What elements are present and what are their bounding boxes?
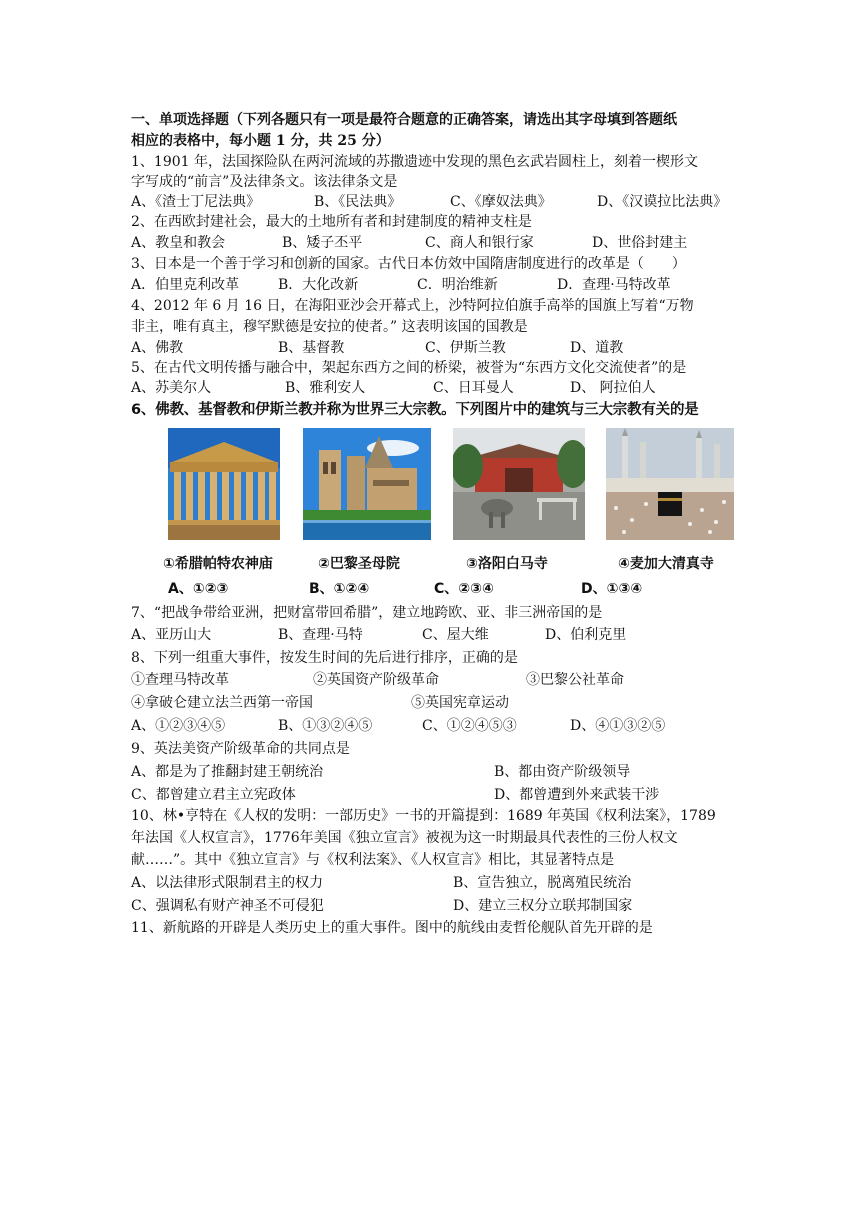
q5-stem: 5、在古代文明传播与融合中，架起东西方之间的桥梁，被誉为“东西方文化交流使者”的是	[131, 360, 687, 376]
q3-stem: 3、日本是一个善于学习和创新的国家。古代日本仿效中国隋唐制度进行的改革是（ ）	[131, 256, 686, 272]
notre-dame-image	[303, 428, 431, 540]
q2-option-a: A、教皇和教会	[131, 235, 226, 251]
q8-event-4: ④拿破仑建立法兰西第一帝国	[131, 695, 313, 711]
q6-option-d: D、①③④	[581, 581, 643, 597]
q2-option-c: C、商人和银行家	[425, 235, 534, 251]
q6-option-c: C、②③④	[434, 581, 494, 597]
q8-option-b: B、①③②④⑤	[278, 718, 373, 734]
caption-mecca-mosque: ④麦加大清真寺	[618, 556, 714, 572]
section-title-line2: 相应的表格中，每小题 1 分，共 25 分）	[131, 133, 390, 149]
q9-option-c: C、都曾建立君主立宪政体	[131, 787, 296, 803]
q1-option-c: C、《摩奴法典》	[450, 194, 552, 210]
q9-option-b: B、都由资产阶级领导	[494, 764, 631, 780]
q10-stem-line3: 献……”。其中《独立宣言》与《权利法案》、《人权宣言》相比，其显著特点是	[131, 852, 615, 868]
q8-option-c: C、①②④⑤③	[422, 718, 517, 734]
q10-stem-line1: 10、林•亨特在《人权的发明：一部历史》一书的开篇提到：1689 年英国《权利法案》，1789	[131, 808, 716, 824]
q5-option-b: B、雅利安人	[285, 380, 366, 396]
q8-event-5: ⑤英国宪章运动	[411, 695, 509, 711]
q6-stem: 6、佛教、基督教和伊斯兰教并称为世界三大宗教。下列图片中的建筑与三大宗教有关的是	[131, 402, 699, 418]
q10-option-b: B、宣告独立，脱离殖民统治	[453, 875, 632, 891]
q1-stem-line2: 字写成的“前言”及法律条文。该法律条文是	[131, 174, 398, 190]
q10-option-c: C、强调私有财产神圣不可侵犯	[131, 898, 324, 914]
q7-option-c: C、屋大维	[422, 627, 489, 643]
q6-option-b: B、①②④	[309, 581, 370, 597]
caption-parthenon: ①希腊帕特农神庙	[163, 556, 273, 572]
q4-option-d: D、道教	[570, 340, 624, 356]
mecca-mosque-image	[606, 428, 734, 540]
q10-option-d: D、建立三权分立联邦制国家	[453, 898, 633, 914]
q6-option-a: A、①②③	[168, 581, 229, 597]
q1-option-a: A、《渣士丁尼法典》	[131, 194, 261, 210]
q5-option-c: C、日耳曼人	[433, 380, 514, 396]
q8-event-3: ③巴黎公社革命	[526, 672, 624, 688]
parthenon-image	[168, 428, 280, 540]
q5-option-a: A、苏美尔人	[131, 380, 212, 396]
q4-stem-line2: 非主，唯有真主，穆罕默德是安拉的使者。” 这表明该国的国教是	[131, 319, 528, 335]
q10-stem-line2: 年法国《人权宣言》，1776年美国《独立宣言》被视为这一时期最具代表性的三份人权文	[131, 830, 678, 846]
caption-white-horse-temple: ③洛阳白马寺	[466, 556, 548, 572]
q3-option-d: D．查理·马特改革	[557, 277, 671, 293]
q2-option-b: B、矮子丕平	[282, 235, 363, 251]
q7-option-a: A、亚历山大	[131, 627, 212, 643]
q4-option-a: A、佛教	[131, 340, 184, 356]
q1-option-b: B、《民法典》	[314, 194, 402, 210]
q8-event-2: ②英国资产阶级革命	[313, 672, 439, 688]
q2-stem: 2、在西欧封建社会，最大的土地所有者和封建制度的精神支柱是	[131, 214, 532, 230]
q3-option-b: B．大化改新	[278, 277, 359, 293]
q9-stem: 9、英法美资产阶级革命的共同点是	[131, 741, 350, 757]
q8-option-a: A、①②③④⑤	[131, 718, 226, 734]
q1-stem-line1: 1、1901 年，法国探险队在两河流域的苏撒遗迹中发现的黑色玄武岩圆柱上，刻着一楔形文	[131, 154, 698, 170]
q3-option-c: C．明治维新	[417, 277, 498, 293]
q11-stem: 11、新航路的开辟是人类历史上的重大事件。图中的航线由麦哲伦舰队首先开辟的是	[131, 920, 653, 936]
q7-stem: 7、“把战争带给亚洲，把财富带回希腊”，建立地跨欧、亚、非三洲帝国的是	[131, 605, 603, 621]
q10-option-a: A、以法律形式限制君主的权力	[131, 875, 324, 891]
q8-stem: 8、下列一组重大事件，按发生时间的先后进行排序，正确的是	[131, 650, 518, 666]
caption-notre-dame: ②巴黎圣母院	[318, 556, 400, 572]
q2-option-d: D、世俗封建主	[592, 235, 688, 251]
q1-option-d: D、《汉谟拉比法典》	[597, 194, 728, 210]
q4-stem-line1: 4、2012 年 6 月 16 日，在海阳亚沙会开幕式上，沙特阿拉伯旗手高举的国旗上写着“万物	[131, 298, 694, 314]
white-horse-temple-image	[453, 428, 585, 540]
q4-option-b: B、基督教	[278, 340, 345, 356]
q8-event-1: ①查理马特改革	[131, 672, 229, 688]
q8-option-d: D、④①③②⑤	[570, 718, 666, 734]
q9-option-d: D、都曾遭到外来武装干涉	[494, 787, 660, 803]
q5-option-d: D、 阿拉伯人	[570, 380, 656, 396]
q7-option-b: B、查理·马特	[278, 627, 363, 643]
section-title-line1: 一、单项选择题（下列各题只有一项是最符合题意的正确答案，请选出其字母填到答题纸	[131, 112, 677, 128]
q3-option-a: A．伯里克利改革	[131, 277, 240, 293]
q4-option-c: C、伊斯兰教	[425, 340, 506, 356]
q9-option-a: A、都是为了推翻封建王朝统治	[131, 764, 324, 780]
q7-option-d: D、伯利克里	[545, 627, 627, 643]
